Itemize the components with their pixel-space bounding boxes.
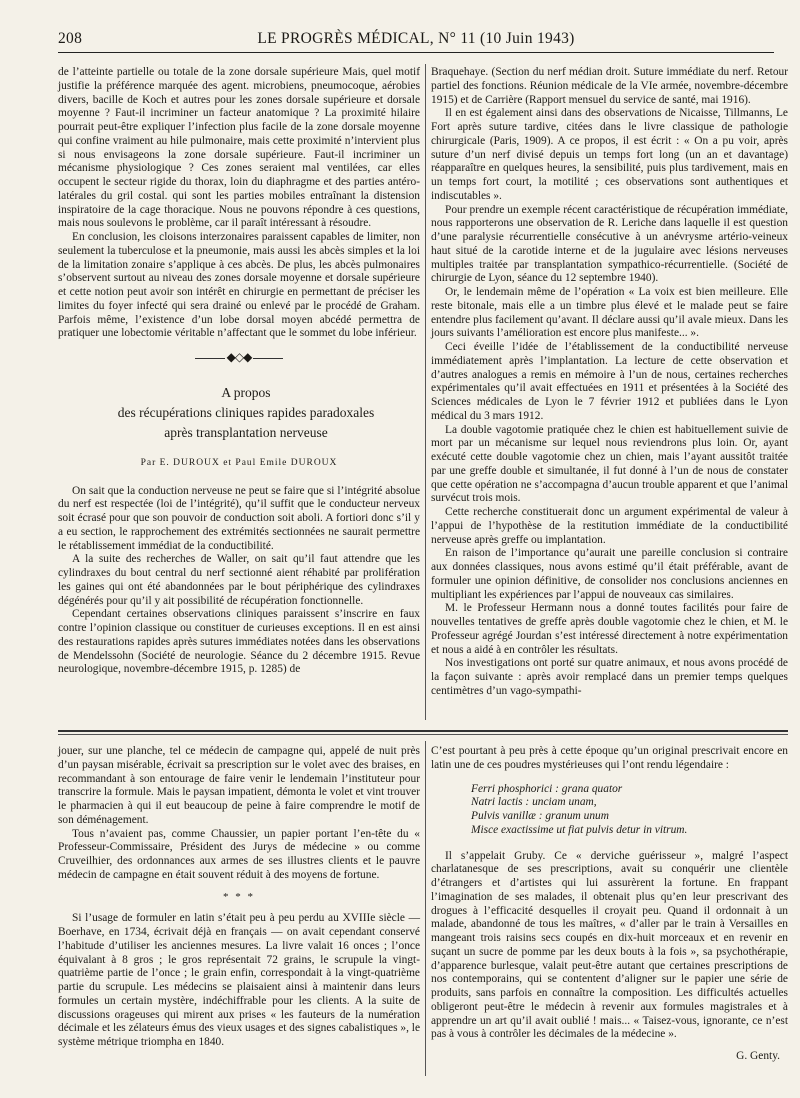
ornament-divider: ◆◇◆ bbox=[58, 351, 420, 365]
column-1 bbox=[58, 66, 420, 677]
page-number: 208 bbox=[58, 30, 83, 47]
paragraph: On sait que la conduction nerveuse ne peut se faire que si l’intégrité absolue du nerf est respectée (loi de l’intégrité), qu’il suffit que le conducteur nerveux soit écrasé pour que son pouvoir de conduction soit aboli. A fortiori donc s’il y a eu section, le rapprochement des extrémités sectionnées ne saurait permettre le rétablissement immédiat de la conductibilité. bbox=[58, 484, 420, 552]
article-title-line: après transplantation nerveuse bbox=[164, 424, 328, 440]
verse-line: Natri lactis : unciam unam, bbox=[471, 796, 597, 809]
paragraph: Cependant certaines observations cliniques paraissent s’inscrire en faux contre l’opinion classique ou constituer de curieuses exceptions. Il en est ainsi des restaurations rapides après sutures immédiates notées dans les observations de Mendelssohn (Société de neurologie. Séance du 2 décembre 1915. Revue neurologique, novembre-décembre 1915, p. 1285) de bbox=[58, 608, 420, 676]
paragraph: En conclusion, les cloisons interzonaires paraissent capables de limiter, non seulement la tuberculose et la pneumonie, mais aussi les abcès simples et la loi de la limitation zonaire s’applique à ces abcès. De plus, les abcès pulmonaires s’observent surtout au niveau des zones dorsale moyenne et dorsale supérieure et cette notion peut avoir son intérêt en chirurgie en permettant de préciser les limites du foyer infecté qui sera drainé ou enlevé par le procédé de Graham. Parfois même, l’existence d’un lobe dorsal moyen abcédé permettra de pratiquer une lobectomie véritable n’affectant que le sommet du lobe inférieur. bbox=[58, 231, 420, 340]
paragraph: C’est pourtant à peu près à cette époque qu’un original prescrivait encore en latin une de ces poudres mystérieuses qui l’ont rendu légendaire : bbox=[431, 745, 788, 771]
column-2 bbox=[431, 66, 788, 699]
page-header bbox=[58, 30, 774, 53]
verse-line: Ferri phosphorici : grana quator bbox=[471, 782, 623, 795]
journal-title: LE PROGRÈS MÉDICAL, N° 11 (10 Juin 1943) bbox=[257, 30, 575, 47]
verse-line: Misce exactissime ut fiat pulvis detur in vitrum. bbox=[471, 823, 688, 836]
article-title-line: des récupérations cliniques rapides paradoxales bbox=[117, 404, 375, 420]
paragraph: Ceci éveille l’idée de l’établissement de la conductibilité nerveuse immédiatement après l’implantation. La lecture de cette observation et d’autres analogues a remis en mémoire à l’un de nous, certaines recherches expérimentales qu’il avait effectuées en 1911 et présentées à la Société des Sciences médicales de Lyon le 7 février 1912 et publiées dans le Lyon médical du 3 mars 1912. bbox=[431, 341, 788, 422]
paragraph: M. le Professeur Hermann nous a donné toutes facilités pour faire de nouvelles tentatives de greffe après double vagotomie chez le chien, et M. le Professeur agrégé Jourdan s’est intéressé directement à notre expérimentation et nous a aidé à en contrôler les résultats. bbox=[431, 602, 788, 656]
paragraph: jouer, sur une planche, tel ce médecin de campagne qui, appelé de nuit près d’un paysan misérable, écrivait sa prescription sur le volet avec des braises, en recommandant à son entourage de faire venir le lendemain l’instituteur pour transcrire la formule. Mais le paysan impatient, démonta le volet et vint trouver le pharmacien à qui il eut beaucoup de peine à faire comprendre le motif de son déménagement. bbox=[58, 745, 420, 826]
byline: Par E. DUROUX et Paul Emile DUROUX bbox=[140, 457, 338, 468]
column-divider-bottom bbox=[425, 741, 426, 1076]
paragraph: Nos investigations ont porté sur quatre animaux, et nous avons procédé de la façon suivante : après avoir remplacé dans un premier temps quelques centimètres d’un vago-sympathi- bbox=[431, 657, 788, 697]
paragraph: La double vagotomie pratiquée chez le chien est habituellement suivie de mort par un mécanisme sur lequel nous reviendrons plus loin. Or, ayant exécuté cette double vagotomie chez un chien, mais l’ayant aussitôt traitée par une greffe double et simultanée, il fut donné à l’un de nous de constater que cette opération ne s’accompagna d’aucun trouble apparent et que l’animal survécut trois mois. bbox=[431, 423, 788, 505]
paragraph: Pour prendre un exemple récent caractéristique de récupération immédiate, nous rapporterons une observation de R. Leriche dans laquelle il est question d’une paralysie récurrentielle consécutive à un anévrysme artério-veineux haut situé de la carotide interne et de la jugulaire avec lésions nerveuses multiples traitée par transplantation sympathico-récurrentielle. (Société de chirurgie de Lyon, séance du 12 septembre 1940). bbox=[431, 203, 788, 285]
paragraph: A la suite des recherches de Waller, on sait qu’il faut attendre que les cylindraxes du bout central du nerf sectionné aient réhabité par prolifération les gaines qui ont été abandonnées par le bout périphérique des cylindraxes dégénérés pour qu’il y ait possibilité de récupération fonctionnelle. bbox=[58, 553, 420, 607]
paragraph: Il s’appelait Gruby. Ce « derviche guérisseur », malgré l’aspect charlatanesque de ses prescriptions, avait su conquérir une clientèle d’étrangers et d’artistes qui lui assurèrent la fortune. En frappant l’imagination de ses malades, il obtenait plus qu’en leur prescrivant des drogues à l’efficacité desquelles il croyait peu. Quand il ordonnait à un malade, abandonné de tous les maîtres, « d’aller par le train à Versailles en mangeant trois raisins secs coupés en dix-huit morceaux et en revenir en suçant un sucre de pomme par les deux bouts à la fois », sa psychothérapie, d’apparence burlesque, valait peut-être autant que certaines prescriptions de nos contemporains, qui se contentent d’aligner sur le papier une série de produits, sans parfois en connaître la composition. Les difficultés actuelles obligeront peut-être le médecin à revenir aux formules magistrales et à apprendre un art qu’il avait oublié ! mais... « Taisez-vous, ignorante, ce n’est pas à vous à contrôler les décimales de la médecine ». bbox=[431, 849, 788, 1041]
paragraph: Tous n’avaient pas, comme Chaussier, un papier portant l’en-tête du « Professeur-Commissaire, Président des Jurys de médecine » ou comme Cruveilhier, des ordonnances aux armes de ses illustres clients et le pauvre médecin de campagne en était souvent réduit à des moyens de fortune. bbox=[58, 827, 420, 881]
paragraph: Braquehaye. (Section du nerf médian droit. Suture immédiate du nerf. Retour partiel des fonctions. Réunion médicale de la VIe armée, novembre-décembre 1915) et de Carrière (Rapport mensuel du service de santé, mai 1916). bbox=[431, 66, 788, 106]
column-3 bbox=[58, 745, 420, 1050]
paragraph: En raison de l’importance qu’aurait une pareille conclusion si contraire aux données classiques, nous avons estimé qu’il était préférable, avant de formuler une opinion définitive, de consolider nos conclusions anciennes en multipliant les expériences par l’appui de nouveaux cas similaires. bbox=[431, 547, 788, 601]
paragraph: Il en est également ainsi dans des observations de Nicaisse, Tillmanns, Le Fort après suture tardive, citées dans le livre classique de pathologie chirurgicale (Paris, 1909). A ce propos, il est écrit : « On a pu voir, après suture d’un nerf divisé depuis un temps fort long (un an et davantage) réapparaître en quelques heures, la sensibilité, puis plus tardivement, mais en un temps fort court, la motilité ; ces observations sont authentiques et indiscutables ». bbox=[431, 107, 788, 202]
paragraph: Si l’usage de formuler en latin s’était peu à peu perdu au XVIIIe siècle — Boerhave, en 1734, écrivait déjà en français — on avait cependant conservé l’habitude d’utiliser les anciennes mesures. La livre valait 16 onces ; l’once équivalant à 8 gros ; le gros représentait 72 grains, le scrupule la vingt-quatrième partie de l’once ; le grain enfin, correspondait à la vingt-quatrième partie du scrupule. Les médecins se plaisaient ainsi à maintenir dans leurs formules un certain mystère, indéchiffrable pour les clients. A la suite de discussions orageuses qui mirent aux prises « les fauteurs de la numération décimale et les zélateurs émus des vieux usages et des signes cabalistiques », le système métrique triompha en 1840. bbox=[58, 912, 420, 1048]
latin-prescription bbox=[471, 783, 788, 838]
paragraph: Cette recherche constituerait donc un argument expérimental de valeur à l’appui de l’hypothèse de la restitution immédiate de la conductibilité nerveuse après greffe ou implantation. bbox=[431, 506, 788, 546]
paragraph: Or, le lendemain même de l’opération « La voix est bien meilleure. Elle reste bitonale, mais elle a un timbre plus élevé et le malade peut se faire entendre plus facilement qu’avant. Il déclare aussi qu’il avale mieux. Dans les jours suivants l’amélioration est encore plus manifeste... ». bbox=[431, 286, 788, 340]
author-signature: G. Genty. bbox=[736, 1050, 780, 1062]
section-stars: * * * bbox=[223, 890, 255, 903]
verse-line: Pulvis vanillæ : granum unum bbox=[471, 810, 609, 822]
article-title-line: A propos bbox=[221, 384, 271, 400]
column-4 bbox=[431, 745, 788, 1064]
section-divider bbox=[58, 730, 788, 735]
column-divider-top bbox=[425, 64, 426, 720]
paragraph: de l’atteinte partielle ou totale de la zone dorsale supérieure Mais, quel motif justifie la préférence marquée des agent. microbiens, pneumocoque, aérobies divers, bacille de Koch et autres pour les zones dorsale supérieure et dorsale moyenne ? Faut-il incriminer un facteur anatomique ? La proximité hilaire pourrait peut-être expliquer l’infection plus facile de la zone dorsale moyenne qui confine vraiment au hile pulmonaire, mais cette proximité n’intervient plus si nous envisageons la zone dorsale supérieure. Faut-il incriminer un mécanisme physiologique ? Ces zones seraient mal ventilées, car elles occupent le secteur rigide du thorax, loin du diaphragme et des parties antéro-latérales du gril costal. qui sont les parties mobiles entraînant la distension inspiratoire de la cage thoracique. Nous ne pouvons répondre à ces questions, mais nous soulevons le problème, car il paraît intéressant à résoudre. bbox=[58, 66, 420, 230]
